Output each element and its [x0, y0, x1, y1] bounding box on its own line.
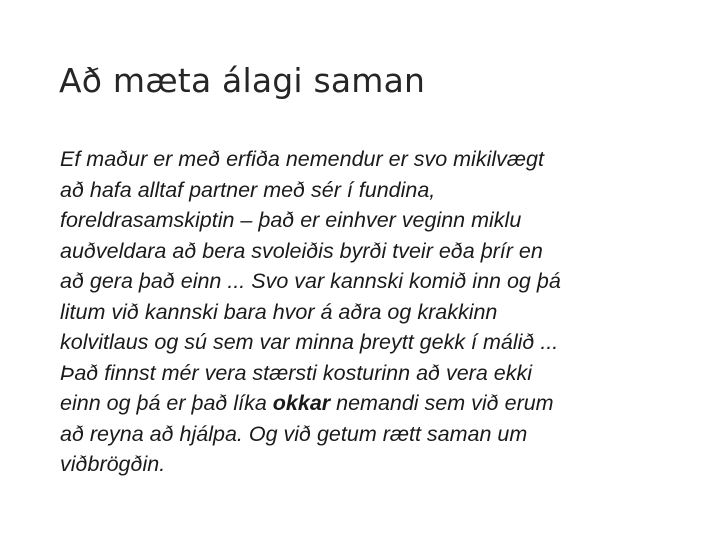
quote-line: viðbrögðin.: [60, 452, 166, 476]
quote-body: [60, 144, 680, 480]
slide-title: Að mæta álagi saman: [59, 61, 426, 100]
quote-line: auðveldara að bera svoleiðis byrði tveir eða þrír en: [60, 238, 543, 263]
emphasis-after: nemandi sem við erum: [330, 391, 554, 415]
quote-line: Ef maður er með erfiða nemendur er svo mikilvægt: [60, 147, 544, 171]
quote-line: litum við kannski bara hvor á aðra og krakkinn: [60, 299, 498, 324]
quote-line: að hafa alltaf partner með sér í fundina,: [60, 177, 436, 202]
emphasis-before: einn og þá er það líka: [60, 391, 273, 415]
quote-line: að reyna að hjálpa. Og við getum rætt saman um: [60, 421, 528, 446]
quote-line-emphasis: [60, 388, 680, 419]
quote-line: foreldrasamskiptin – það er einhver veginn miklu: [60, 208, 522, 232]
quote-line: kolvitlaus og sú sem var minna þreytt gekk í málið ...: [60, 330, 559, 354]
quote-line: að gera það einn ... Svo var kannski komið inn og þá: [60, 269, 561, 293]
quote-line: Það finnst mér vera stærsti kosturinn að vera ekki: [60, 360, 532, 385]
emphasis-bold-word: okkar: [272, 391, 331, 415]
